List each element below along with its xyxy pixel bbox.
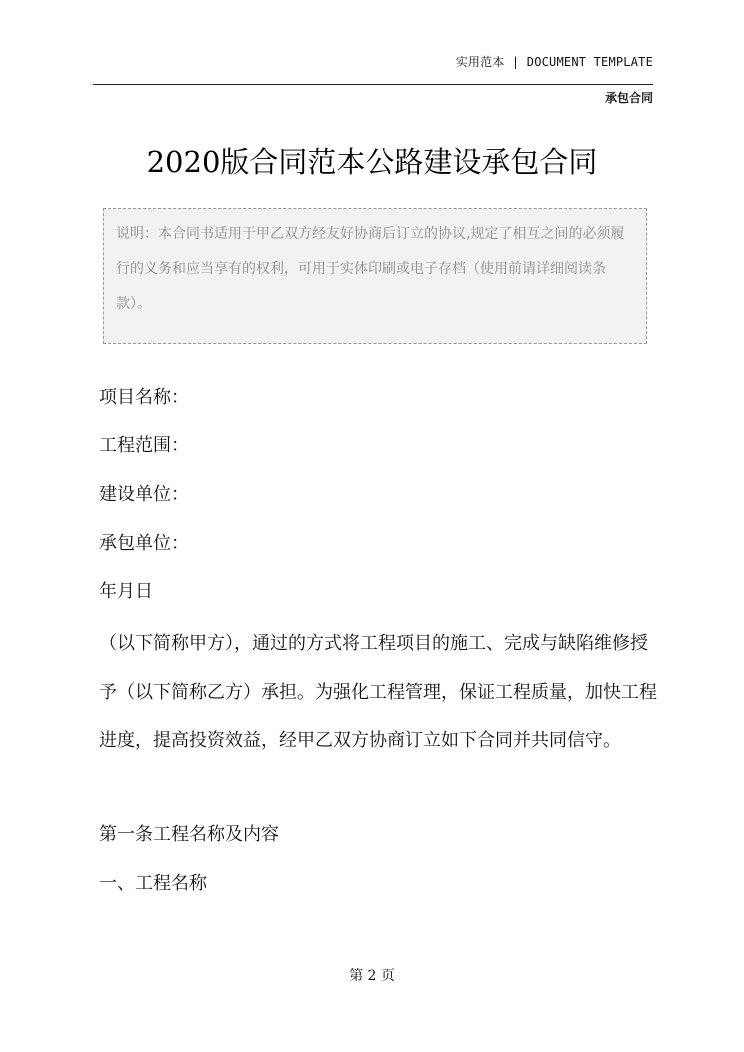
document-title: 2020版合同范本公路建设承包合同: [146, 145, 598, 179]
item-1-heading: 一、工程名称: [99, 873, 207, 894]
field-date: 年月日: [99, 581, 153, 602]
header-template-label: 实用范本 | DOCUMENT TEMPLATE: [455, 55, 653, 69]
contract-intro-paragraph: （以下简称甲方），通过的方式将工程项目的施工、完成与缺陷维修授予（以下简称乙方）承担。为强化工程管理，保证工程质量，加快工程进度，提高投资效益，经甲乙双方协商订立如下合同并共同信守。: [99, 633, 657, 751]
header-divider: [93, 84, 653, 85]
page-number: 第 2 页: [349, 968, 395, 984]
note-box: [103, 208, 647, 344]
field-scope: 工程范围：: [99, 435, 189, 456]
article-1-heading: 第一条工程名称及内容: [99, 824, 279, 845]
field-contractor: 承包单位：: [99, 533, 189, 554]
header-category-label: 承包合同: [604, 91, 653, 105]
field-builder: 建设单位：: [99, 484, 189, 505]
note-text: 说明：本合同书适用于甲乙双方经友好协商后订立的协议,规定了相互之间的必须履行的义务和应当享有的权利，可用于实体印刷或电子存档（使用前请详细阅读条款）。: [116, 226, 625, 312]
field-project-name: 项目名称：: [99, 387, 189, 408]
